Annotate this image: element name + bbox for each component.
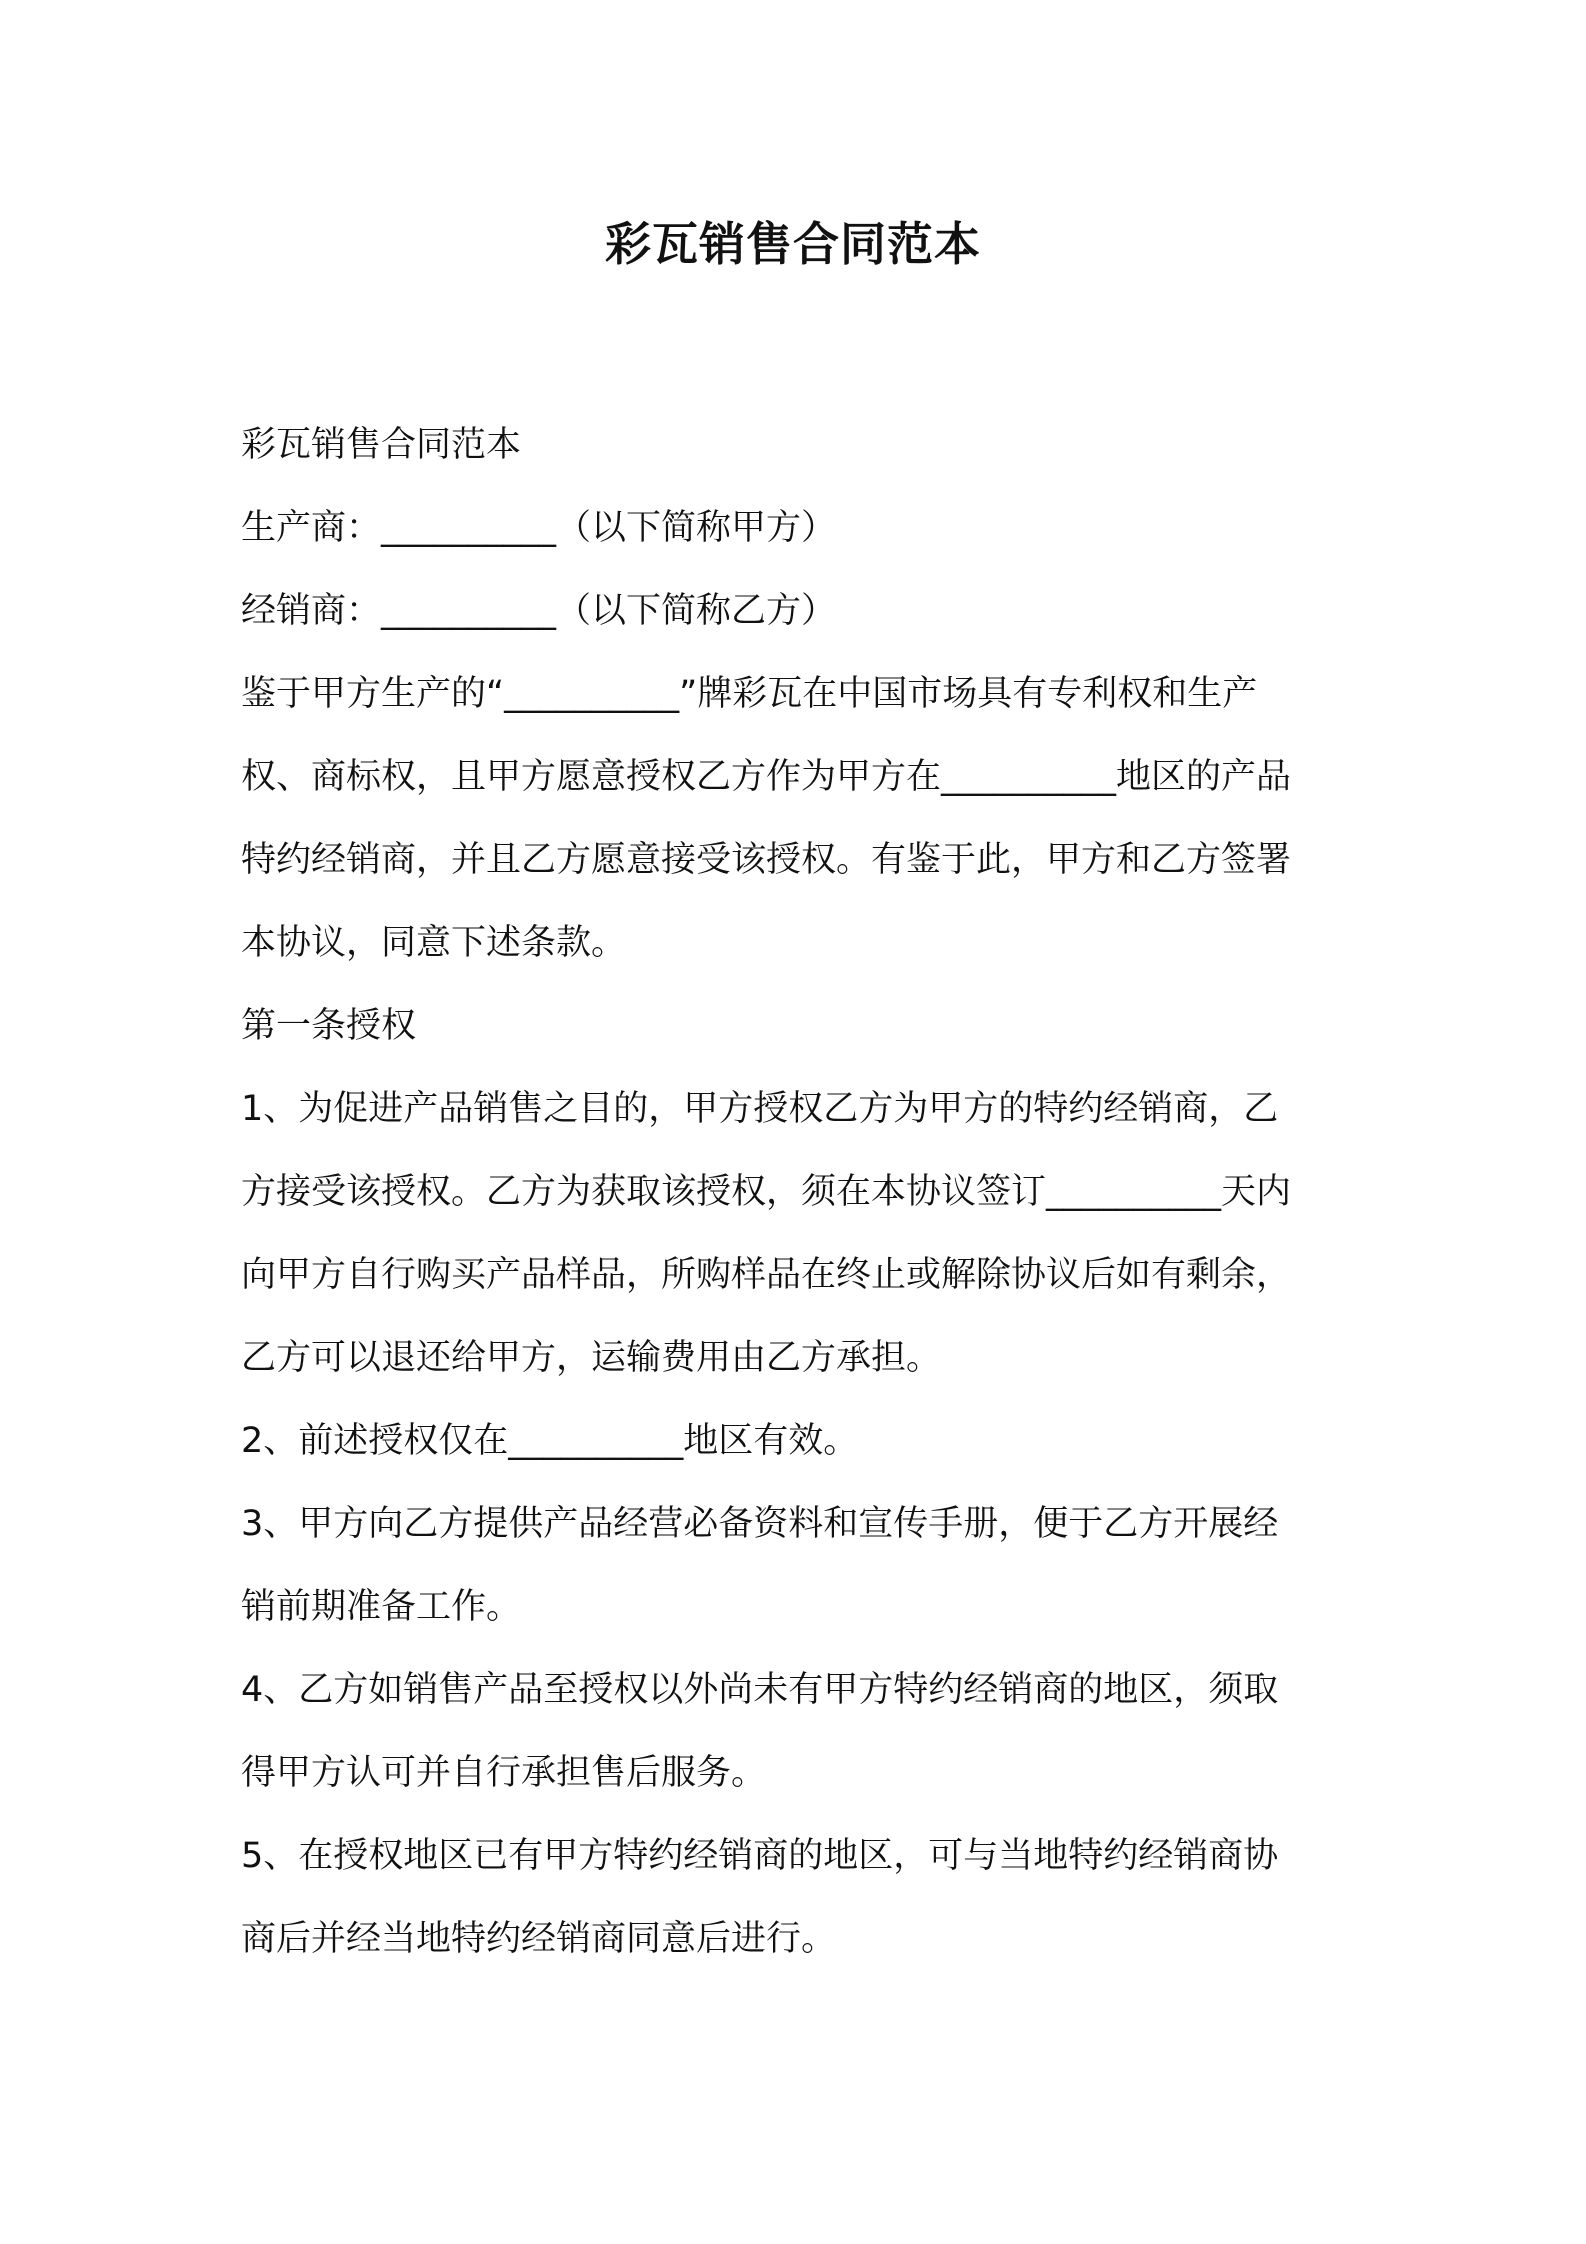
clause-5-line-1: 5、在授权地区已有甲方特约经销商的地区，可与当地特约经销商协 bbox=[241, 1836, 1279, 1876]
article-1-heading: 第一条授权 bbox=[241, 1006, 417, 1046]
document-body bbox=[241, 404, 1361, 1981]
clause-3-line-1: 3、甲方向乙方提供产品经营必备资料和宣传手册，便于乙方开展经 bbox=[241, 1504, 1279, 1544]
clause-5-line-2: 商后并经当地特约经销商同意后进行。 bbox=[241, 1919, 837, 1959]
clause-1-line-4: 乙方可以退还给甲方，运输费用由乙方承担。 bbox=[241, 1338, 942, 1378]
clause-4-line-2: 得甲方认可并自行承担售后服务。 bbox=[241, 1753, 767, 1793]
producer-line: 生产商：__________（以下简称甲方） bbox=[241, 508, 837, 548]
subtitle-line: 彩瓦销售合同范本 bbox=[241, 425, 522, 465]
clause-3-line-2: 销前期准备工作。 bbox=[241, 1587, 522, 1627]
document-title: 彩瓦销售合同范本 bbox=[605, 217, 981, 271]
preamble-line-3: 特约经销商，并且乙方愿意接受该授权。有鉴于此，甲方和乙方签署 bbox=[241, 840, 1292, 880]
clause-2-line-1: 2、前述授权仅在__________地区有效。 bbox=[241, 1421, 859, 1461]
clause-1-line-2: 方接受该授权。乙方为获取该授权，须在本协议签订__________天内 bbox=[241, 1172, 1292, 1212]
clause-1-line-3: 向甲方自行购买产品样品，所购样品在终止或解除协议后如有剩余， bbox=[241, 1255, 1292, 1295]
preamble-line-1: 鉴于甲方生产的“__________”牌彩瓦在中国市场具有专利权和生产 bbox=[241, 674, 1258, 714]
preamble-line-2: 权、商标权，且甲方愿意授权乙方作为甲方在__________地区的产品 bbox=[241, 757, 1292, 797]
clause-1-line-1: 1、为促进产品销售之目的，甲方授权乙方为甲方的特约经销商，乙 bbox=[241, 1089, 1279, 1129]
preamble-line-4: 本协议，同意下述条款。 bbox=[241, 923, 627, 963]
distributor-line: 经销商：__________（以下简称乙方） bbox=[241, 591, 837, 631]
clause-4-line-1: 4、乙方如销售产品至授权以外尚未有甲方特约经销商的地区，须取 bbox=[241, 1670, 1279, 1710]
